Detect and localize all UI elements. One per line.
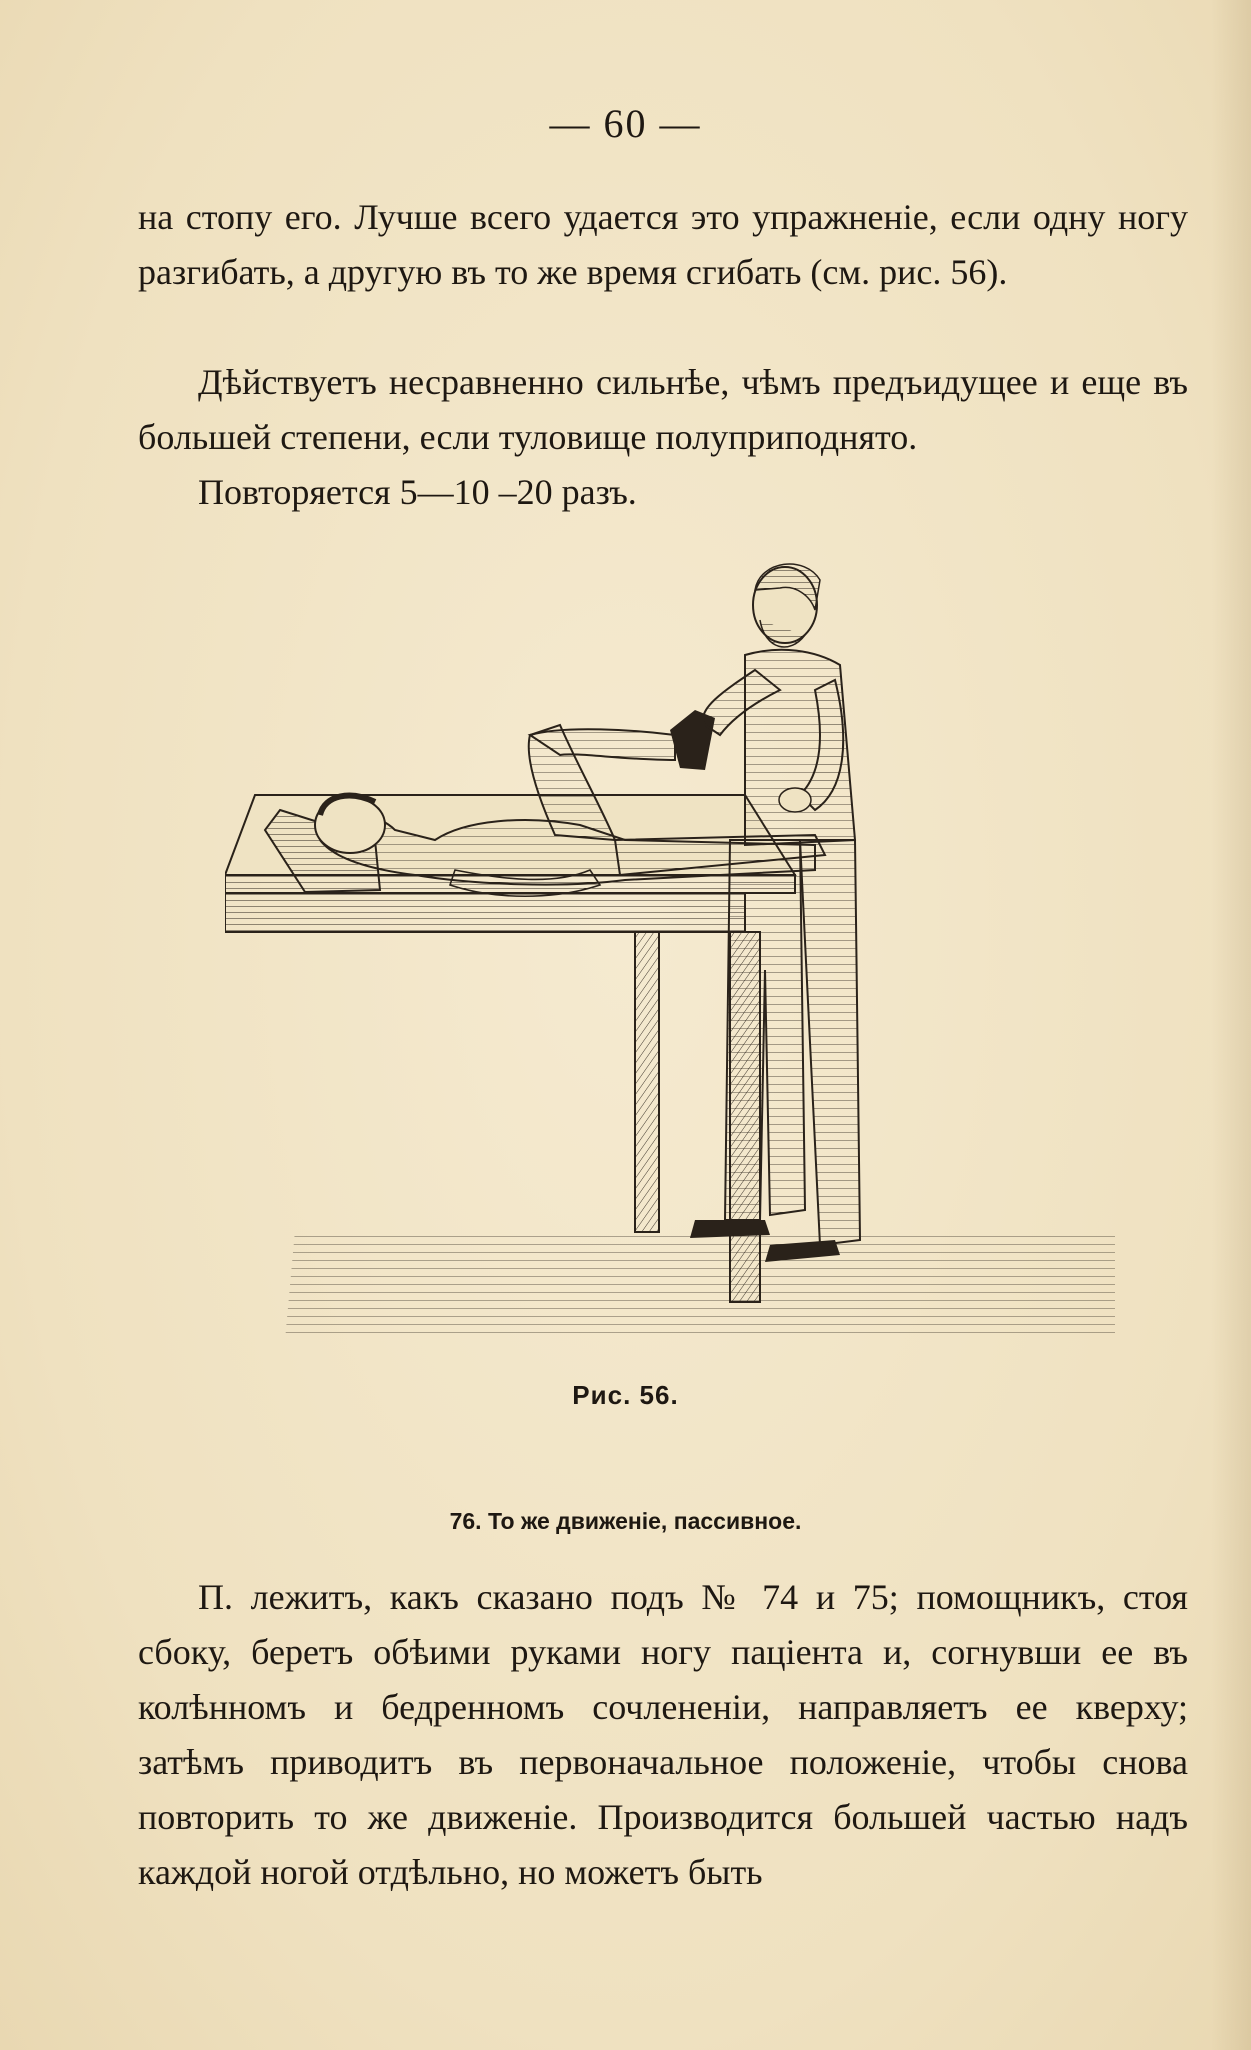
paragraph-1: на стопу его. Лучше всего удается это упражненіе, если одну ногу разгибать, а другую въ то же время сгибать (см. рис. 56). — [138, 197, 1188, 292]
section-heading: 76. То же движеніе, пассивное. — [449, 1508, 802, 1534]
page-number: — 60 — — [549, 101, 702, 146]
paragraph-3: Повторяется 5—10 –20 разъ. — [198, 472, 637, 512]
paragraph-4: П. лежитъ, какъ сказано подъ № 74 и 75; помощникъ, стоя сбоку, беретъ обѣими руками ногу паціента и, согнувши ее въ колѣнномъ и бедренномъ сочлененіи, направляетъ ее кверху; затѣмъ приводитъ въ первоначальное положеніе, чтобы снова повторить то же движеніе. Производится большей частью надъ каждой ногой отдѣльно, но можетъ быть — [138, 1577, 1188, 1892]
page-edge-shadow — [1211, 0, 1251, 2050]
figure-caption: Рис. 56. — [572, 1380, 679, 1410]
engraving-illustration-icon — [225, 540, 1125, 1360]
paragraph-2: Дѣйствуетъ несравненно сильнѣе, чѣмъ предъидущее и еще въ большей степени, если туловище полуприподнято. — [138, 362, 1188, 457]
